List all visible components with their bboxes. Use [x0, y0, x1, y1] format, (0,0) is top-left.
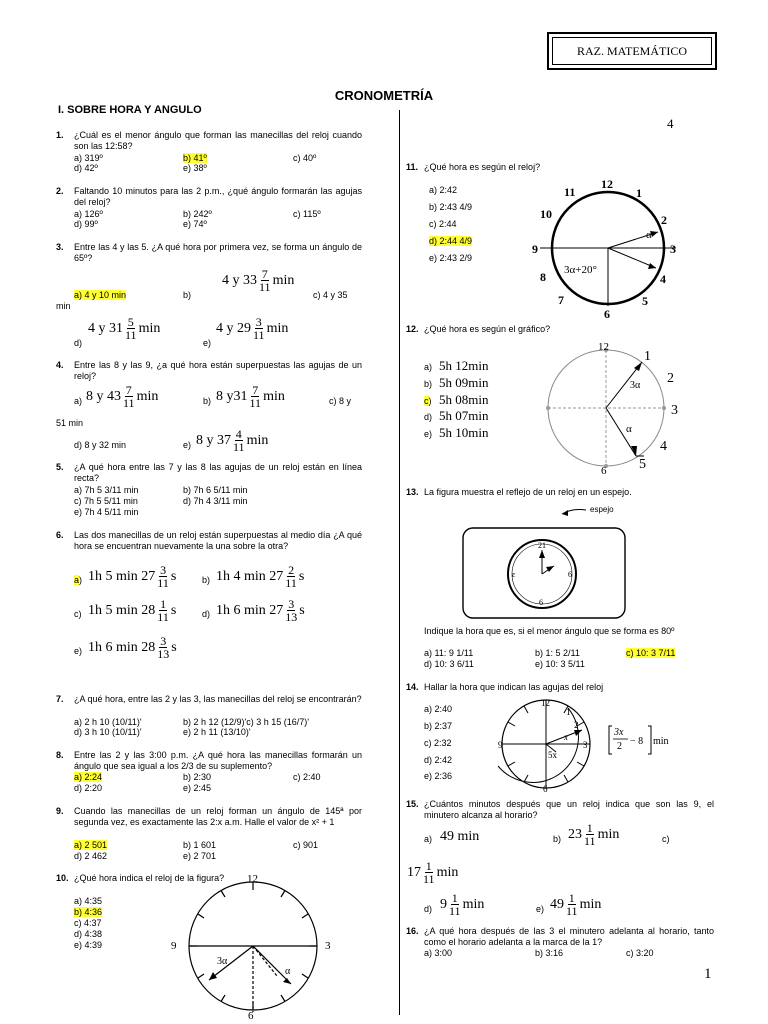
q13-text: La figura muestra el reflejo de un reloj en un espejo.	[424, 487, 632, 497]
q13-number: 13.	[406, 487, 419, 497]
q14-clock-figure	[490, 694, 702, 794]
q11-clock-label-8: 8	[540, 270, 546, 284]
q6-number: 6.	[56, 530, 64, 540]
q3-text: Entre las 4 y las 5. ¿A qué hora por primera vez, se forma un ángulo de 65º?	[74, 242, 362, 263]
subject-box	[547, 32, 717, 70]
q5-option-b: b) 7h 6 5/11 min	[183, 485, 248, 495]
q14-text: Hallar la hora que indican las agujas del reloj	[424, 682, 604, 692]
q14-clock-label-6: 6	[543, 784, 548, 794]
q16-option-c: c) 3:20	[626, 948, 654, 958]
page-number-bottom: 1	[704, 966, 712, 982]
q3-option-a: a) 4 y 10 min	[74, 290, 127, 300]
q8-option-d: d) 2:20	[74, 783, 103, 793]
page-number-top: 4	[667, 116, 674, 131]
q4-number: 4.	[56, 360, 64, 370]
q11-option-e: e) 2:43 2/9	[429, 253, 473, 263]
q15-option-b: b)	[553, 834, 562, 844]
q16-option-a: a) 3:00	[424, 948, 453, 958]
q7-option-b: b) 2 h 12 (12/9)'c) 3 h 15 (16/7)'	[183, 717, 310, 727]
q8-number: 8.	[56, 750, 64, 760]
q4-option-d: d) 8 y 32 min	[74, 440, 127, 450]
q12-clock-label-alpha: α	[626, 423, 632, 435]
q12-option-c-value: 5h 08min	[439, 392, 489, 407]
q14-clock-label-1: 1	[566, 707, 571, 717]
q13-clock-label-bottom: 6	[539, 598, 543, 607]
q5-option-d: d) 7h 4 3/11 min	[183, 496, 248, 506]
q9-option-c: c) 901	[293, 840, 319, 850]
q12-clock-label-3alpha: 3α	[630, 380, 641, 391]
column-divider	[399, 110, 400, 1015]
q14-bracket-denominator: 2	[617, 741, 622, 752]
q4-option-c: c) 8 y	[329, 396, 352, 406]
q13-option-a: a) 11: 9 1/11	[424, 648, 474, 658]
q14-number: 14.	[406, 682, 419, 692]
q13-clock-label-top: 21	[538, 541, 546, 550]
q14-bracket-numerator: 3x	[614, 727, 624, 738]
q2-text: Faltando 10 minutos para las 2 p.m., ¿qué ángulo formarán las agujas del reloj?	[74, 186, 362, 207]
q14-clock-label-2: 2	[574, 720, 579, 730]
q12-clock-label-4: 4	[660, 439, 667, 454]
q1-option-e: e) 38º	[183, 163, 207, 173]
q11-clock-label-2: 2	[661, 213, 667, 227]
q12-clock-label-6: 6	[601, 465, 607, 474]
q3-option-e: e)	[203, 338, 212, 348]
q4-text: Entre las 8 y las 9, ¿a qué hora están superpuestas las agujas de un reloj?	[74, 360, 362, 381]
q11-option-a: a) 2:42	[429, 185, 458, 195]
q12-text: ¿Qué hora es según el gráfico?	[424, 324, 551, 334]
q11-option-b: b) 2:43 4/9	[429, 202, 473, 212]
q7-text: ¿A qué hora, entre las 2 y las 3, las manecillas del reloj se encontrarán?	[74, 694, 362, 704]
q12-option-c: c)	[424, 396, 432, 406]
q14-clock-label-3: 3	[583, 740, 588, 750]
q9-option-a: a) 2 501	[74, 840, 108, 850]
q15-number: 15.	[406, 799, 419, 809]
q9-text: Cuando las manecillas de un reloj forman un ángulo de 145ª por segunda vez, es exactamente las 2:x a.m. Halle el valor de x² + 1	[74, 806, 362, 827]
q11-option-c: c) 2:44	[429, 219, 457, 229]
q11-clock-label-12: 12	[601, 177, 613, 191]
q14-bracket-rest: − 8	[630, 736, 644, 747]
q11-number: 11.	[406, 162, 419, 172]
q11-clock-figure	[530, 176, 690, 322]
q10-number: 10.	[56, 873, 69, 883]
q14-bracket-unit: min	[653, 736, 669, 747]
q1-number: 1.	[56, 130, 64, 140]
q5-option-c: c) 7h 5 5/11 min	[74, 496, 138, 506]
q10-clock-label-9: 9	[171, 940, 177, 952]
q5-text: ¿A qué hora entre las 7 y las 8 las agujas de un reloj están en línea recta?	[74, 462, 362, 483]
q10-clock-label-12: 12	[247, 873, 258, 885]
q6-option-e-expr: 1h 6 min 28 $\frac{3}{13}$ s	[88, 634, 177, 661]
q10-option-d: d) 4:38	[74, 929, 103, 939]
q2-option-c: c) 115º	[293, 209, 321, 219]
q10-clock-label-alpha: α	[285, 966, 291, 977]
q12-clock-label-12: 12	[598, 341, 609, 353]
q8-option-c: c) 2:40	[293, 772, 321, 782]
q11-clock-label-10: 10	[540, 207, 552, 221]
q11-clock-label-1: 1	[636, 186, 642, 200]
q14-clock-label-5x: 5x	[548, 750, 557, 760]
q14-option-c: c) 2:32	[424, 738, 452, 748]
q11-clock-label-5: 5	[642, 294, 648, 308]
q10-clock-label-3: 3	[325, 940, 331, 952]
q16-option-b: b) 3:16	[535, 948, 564, 958]
q10-option-e: e) 4:39	[74, 940, 103, 950]
q15-option-c-expr: 17 $\frac{1}{11}$ min	[407, 859, 459, 886]
q12-option-d-value: 5h 07min	[439, 408, 489, 423]
q1-option-b: b) 41º	[183, 153, 207, 163]
q3-option-e-expr: 4 y 29 $\frac{3}{11}$ min	[216, 315, 289, 342]
q12-clock-label-3: 3	[671, 403, 678, 418]
q8-option-a: a) 2:24	[74, 772, 103, 782]
q9-option-d: d) 2 462	[74, 851, 108, 861]
q15-option-a-value: 49 min	[440, 829, 480, 844]
q11-clock-label-alpha: α	[646, 229, 652, 241]
q3-option-d: d)	[74, 338, 83, 348]
q11-clock-label-3: 3	[670, 242, 676, 256]
q3-option-c: c) 4 y 35	[313, 290, 348, 300]
q12-option-e-value: 5h 10min	[439, 425, 489, 440]
q14-option-e: e) 2:36	[424, 771, 453, 781]
q4-option-a-expr: 8 y 43 $\frac{7}{11}$ min	[86, 383, 159, 410]
q11-clock-label-9: 9	[532, 242, 538, 256]
q15-option-c: c)	[662, 834, 670, 844]
q9-number: 9.	[56, 806, 64, 816]
q6-option-a: a)	[74, 575, 83, 585]
q14-option-d: d) 2:42	[424, 755, 453, 765]
q2-number: 2.	[56, 186, 64, 196]
q4-option-c-cont: 51 min	[56, 418, 84, 428]
q4-option-b-expr: 8 y31 $\frac{7}{11}$ min	[216, 383, 285, 410]
q6-option-b-expr: 1h 4 min 27 $\frac{2}{11}$ s	[216, 563, 305, 590]
q5-option-e: e) 7h 4 5/11 min	[74, 507, 139, 517]
q10-text: ¿Qué hora indica el reloj de la figura?	[74, 873, 225, 883]
q7-option-e: e) 2 h 11 (13/10)'	[183, 727, 251, 737]
q11-clock-label-6: 6	[604, 307, 610, 321]
q7-option-d: d) 3 h 10 (10/11)'	[74, 727, 142, 737]
q6-option-b: b)	[202, 575, 211, 585]
q12-clock-label-5: 5	[639, 457, 646, 472]
q3-option-b-expr: 4 y 33 $\frac{7}{11}$ min	[222, 267, 295, 294]
q11-clock-label-11: 11	[564, 185, 576, 199]
q13-clock-label-right: 6	[568, 570, 572, 579]
q2-option-d: d) 99º	[74, 219, 98, 229]
q13-option-b: b) 1: 5 2/11	[535, 648, 580, 658]
q12-clock-label-2: 2	[667, 371, 674, 386]
q10-option-c: c) 4:37	[74, 918, 102, 928]
q10-option-b: b) 4:36	[74, 907, 103, 917]
q12-option-b: b)	[424, 379, 433, 389]
q12-clock-label-1: 1	[644, 349, 651, 364]
q5-number: 5.	[56, 462, 64, 472]
q14-clock-label-x: x	[564, 732, 568, 742]
q15-option-d: d)	[424, 904, 433, 914]
q6-text: Las dos manecillas de un reloj están superpuestas al medio día ¿A qué hora se encuentran nuevamente la una sobre la otra?	[74, 530, 362, 551]
q3-option-c-cont: min	[56, 301, 71, 311]
q10-option-a: a) 4:35	[74, 896, 103, 906]
q6-option-e: e)	[74, 646, 83, 656]
q12-option-e: e)	[424, 429, 433, 439]
q1-option-a: a) 319º	[74, 153, 103, 163]
q13-mirror-figure	[460, 504, 630, 622]
q4-option-e-expr: 8 y 37 $\frac{4}{11}$ min	[196, 427, 269, 454]
q2-option-b: b) 242º	[183, 209, 212, 219]
q7-number: 7.	[56, 694, 64, 704]
q8-option-b: b) 2:30	[183, 772, 212, 782]
q6-option-d: d)	[202, 609, 211, 619]
q15-option-a: a)	[424, 834, 433, 844]
q11-text: ¿Qué hora es según el reloj?	[424, 162, 541, 172]
section-heading: I. SOBRE HORA Y ANGULO	[58, 104, 202, 116]
q6-option-a-expr: 1h 5 min 27 $\frac{3}{11}$ s	[88, 563, 177, 590]
page-title: CRONOMETRÍA	[334, 88, 434, 103]
q14-clock-label-9: 9	[498, 740, 503, 750]
q9-option-e: e) 2 701	[183, 851, 217, 861]
q1-option-c: c) 40º	[293, 153, 317, 163]
q11-option-d: d) 2:44 4/9	[429, 236, 473, 246]
q14-clock-label-12: 12	[541, 698, 550, 708]
q9-option-b: b) 1 601	[183, 840, 217, 850]
q12-clock-figure	[540, 338, 700, 474]
q13-option-e: e) 10: 3 5/11	[535, 659, 585, 669]
q13-mirror-label: espejo	[590, 505, 614, 514]
q10-clock-label-3alpha: 3α	[217, 956, 228, 967]
q4-option-a: a)	[74, 396, 83, 406]
q11-clock-label-7: 7	[558, 293, 564, 307]
q12-option-a: a)	[424, 362, 433, 372]
q8-text: Entre las 2 y las 3:00 p.m. ¿A qué hora las manecillas formarán un ángulo que sea igual a los 2/3 de su suplemento?	[74, 750, 362, 771]
q5-option-a: a) 7h 5 3/11 min	[74, 485, 139, 495]
q6-option-d-expr: 1h 6 min 27 $\frac{3}{13}$ s	[216, 597, 305, 624]
q3-option-b: b)	[183, 290, 192, 300]
q16-number: 16.	[406, 926, 419, 936]
q12-option-b-value: 5h 09min	[439, 375, 489, 390]
q11-clock-label-expr: 3α+20°	[564, 264, 597, 276]
q6-option-c: c)	[74, 609, 82, 619]
q11-clock-label-4: 4	[660, 272, 666, 286]
q15-option-d-expr: 9 $\frac{1}{11}$ min	[440, 891, 485, 918]
q15-option-e-expr: 49 $\frac{1}{11}$ min	[550, 891, 602, 918]
q4-option-e: e)	[183, 440, 192, 450]
q10-clock-label-6: 6	[248, 1010, 254, 1020]
q16-text: ¿A qué hora después de las 3 el minutero adelanta al horario, tanto como el horario adelanta a la marca de la 1?	[424, 926, 714, 947]
q13-option-d: d) 10: 3 6/11	[424, 659, 474, 669]
q6-option-c-expr: 1h 5 min 28 $\frac{1}{11}$ s	[88, 597, 177, 624]
q14-option-a: a) 2:40	[424, 704, 453, 714]
q4-option-b: b)	[203, 396, 212, 406]
q12-option-a-value: 5h 12min	[439, 358, 489, 373]
q15-option-b-expr: 23 $\frac{1}{11}$ min	[568, 821, 620, 848]
subject-label: RAZ. MATEMÁTICO	[552, 37, 712, 65]
q7-option-a: a) 2 h 10 (10/11)'	[74, 717, 142, 727]
q3-number: 3.	[56, 242, 64, 252]
q2-option-a: a) 126º	[74, 209, 103, 219]
q8-option-e: e) 2:45	[183, 783, 212, 793]
q13-option-c: c) 10: 3 7/11	[626, 648, 676, 658]
q12-number: 12.	[406, 324, 419, 334]
q13-text-2: Indique la hora que es, si el menor ángulo que se forma es 80º	[424, 626, 675, 636]
q1-text: ¿Cuál es el menor ángulo que forman las manecillas del reloj cuando son las 12:58?	[74, 130, 362, 151]
q2-option-e: e) 74º	[183, 219, 207, 229]
q1-option-d: d) 42º	[74, 163, 98, 173]
q12-option-d: d)	[424, 412, 433, 422]
q13-clock-label-left: ɛ	[512, 570, 516, 579]
q10-clock-figure	[165, 872, 345, 1020]
q15-text: ¿Cuántos minutos después que un reloj indica que son las 9, el minutero alcanza al horario?	[424, 799, 714, 820]
q3-option-d-expr: 4 y 31 $\frac{5}{11}$ min	[88, 315, 161, 342]
q14-option-b: b) 2:37	[424, 721, 453, 731]
q15-option-e: e)	[536, 904, 545, 914]
